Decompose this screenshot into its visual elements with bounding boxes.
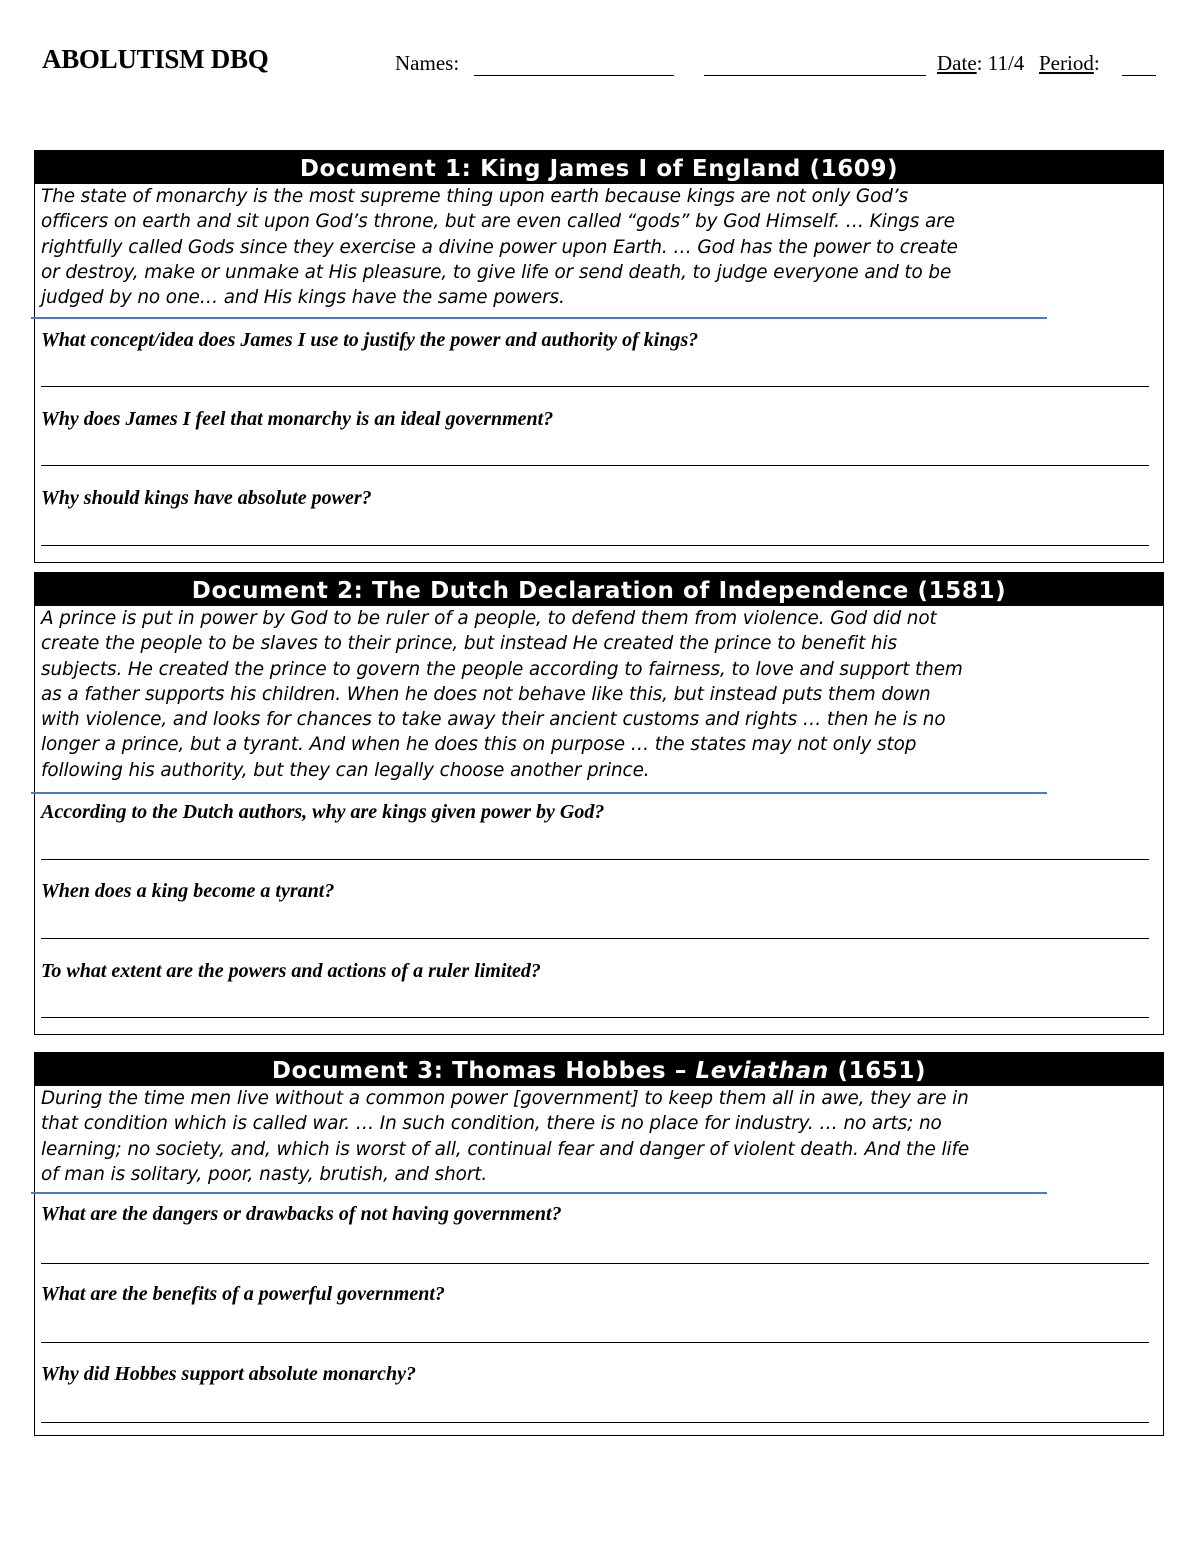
- quote-line: A prince is put in power by God to be ruler of a people, to defend them from violence. God did not: [41, 608, 937, 629]
- date-value: : 11/4: [976, 51, 1025, 75]
- quote-line: rightfully called Gods since they exercise a divine power upon Earth. … God has the power to create: [41, 236, 958, 258]
- question-3-1: What are the dangers or drawbacks of not having government?: [41, 1203, 562, 1225]
- quote-line: The state of monarchy is the most supreme thing upon earth because kings are not only God’s: [41, 186, 909, 207]
- document-3-box: [34, 1052, 1164, 1436]
- quote-line: subjects. He created the prince to govern the people according to fairness, to love and support them: [41, 658, 963, 680]
- quote-line: as a father supports his children. When he does not behave like this, but instead puts them down: [41, 683, 931, 705]
- worksheet-title: ABOLUTISM DBQ: [42, 44, 269, 74]
- worksheet-header: [42, 44, 1162, 84]
- answer-line-2-3[interactable]: [41, 1017, 1149, 1018]
- name-blank-2[interactable]: [704, 75, 926, 76]
- document-3-quote: [35, 1086, 1163, 1187]
- question-3-3: Why did Hobbes support absolute monarchy?: [41, 1363, 417, 1385]
- quote-line: learning; no society, and, which is worst of all, continual fear and danger of violent death. And the life: [41, 1138, 970, 1160]
- quote-line: judged by no one… and His kings have the same powers.: [41, 287, 565, 309]
- names-label: Names:: [395, 51, 460, 75]
- quote-line: create the people to be slaves to their prince, but instead He created the prince to benefit his: [41, 633, 897, 655]
- quote-line: During the time men live without a common power [government] to keep them all in awe, they are in: [41, 1088, 969, 1109]
- title-prefix: Document 3: Thomas Hobbes –: [271, 1058, 696, 1084]
- date-field: [937, 51, 1024, 76]
- question-2-1: According to the Dutch authors, why are kings given power by God?: [41, 801, 605, 823]
- divider-line: [31, 792, 1047, 794]
- question-1-3: Why should kings have absolute power?: [41, 487, 372, 509]
- answer-line-3-2[interactable]: [41, 1342, 1149, 1343]
- document-2-title: Document 2: The Dutch Declaration of Independence (1581): [35, 573, 1163, 606]
- period-suffix: :: [1093, 51, 1100, 75]
- question-2-2: When does a king become a tyrant?: [41, 880, 335, 902]
- answer-line-3-1[interactable]: [41, 1263, 1149, 1264]
- document-2-box: [34, 572, 1164, 1035]
- quote-line: of man is solitary, poor, nasty, brutish, and short.: [41, 1163, 488, 1185]
- answer-line-2-2[interactable]: [41, 938, 1149, 939]
- answer-line-1-1[interactable]: [41, 386, 1149, 387]
- title-suffix: (1651): [828, 1058, 927, 1084]
- period-blank[interactable]: [1122, 75, 1156, 76]
- quote-line: that condition which is called war. … In such condition, there is no place for industry. … no arts; no: [41, 1113, 942, 1135]
- question-2-3: To what extent are the powers and actions of a ruler limited?: [41, 960, 541, 982]
- answer-line-1-3[interactable]: [41, 545, 1149, 546]
- quote-line: or destroy, make or unmake at His pleasure, to give life or send death, to judge everyone and to be: [41, 261, 952, 283]
- question-1-2: Why does James I feel that monarchy is an ideal government?: [41, 408, 554, 430]
- answer-line-3-3[interactable]: [41, 1422, 1149, 1423]
- quote-line: following his authority, but they can legally choose another prince.: [41, 759, 650, 781]
- answer-line-1-2[interactable]: [41, 465, 1149, 466]
- document-1-title: Document 1: King James I of England (1609): [35, 151, 1163, 184]
- document-1-quote: [35, 184, 1163, 310]
- period-field: [1039, 51, 1100, 76]
- quote-line: officers on earth and sit upon God’s throne, but are even called “gods” by God Himself. … Kings are: [41, 211, 955, 233]
- question-3-2: What are the benefits of a powerful government?: [41, 1283, 445, 1305]
- title-italic: Leviathan: [695, 1058, 829, 1084]
- date-label: Date: [937, 51, 977, 75]
- document-2-quote: [35, 606, 1163, 783]
- quote-line: longer a prince, but a tyrant. And when he does this on purpose … the states may not only stop: [41, 734, 917, 756]
- divider-line: [31, 1192, 1047, 1194]
- divider-line: [31, 317, 1047, 319]
- document-3-title: [35, 1053, 1163, 1086]
- name-blank-1[interactable]: [474, 75, 674, 76]
- question-1-1: What concept/idea does James I use to justify the power and authority of kings?: [41, 329, 699, 351]
- answer-line-2-1[interactable]: [41, 859, 1149, 860]
- period-label: Period: [1039, 51, 1094, 75]
- document-1-box: [34, 150, 1164, 563]
- quote-line: with violence, and looks for chances to take away their ancient customs and rights … then he is no: [41, 709, 946, 731]
